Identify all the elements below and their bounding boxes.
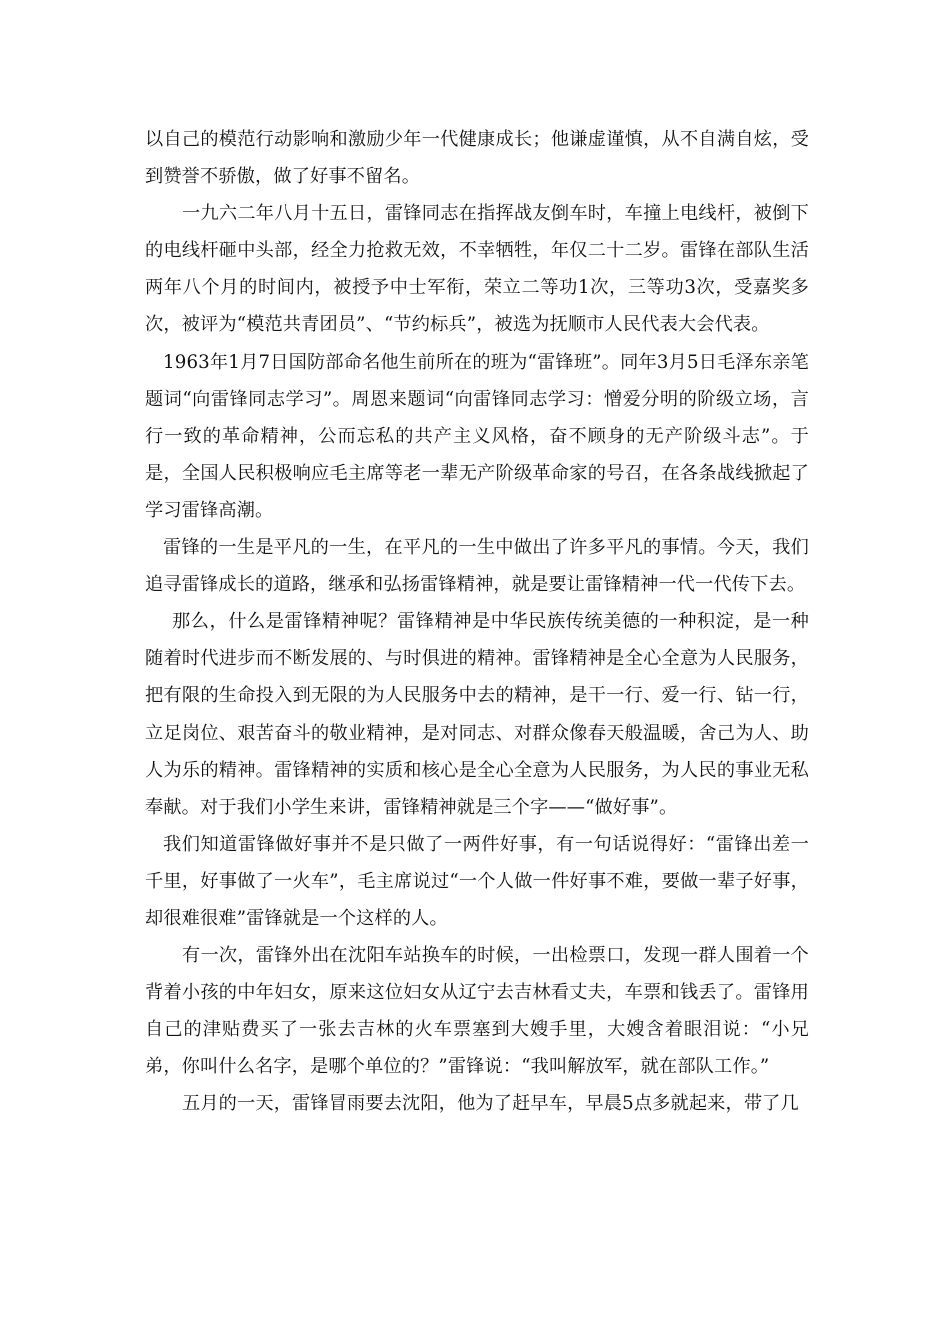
paragraph-good-deeds: 我们知道雷锋做好事并不是只做了一两件好事，有一句话说得好：“雷锋出差一千里，好事做了一火车”，毛主席说过“一个人做一件好事不难，要做一辈子好事，却很难很难”雷锋就是一个这样的人。 [145,833,809,929]
paragraph-spirit-definition: 那么，什么是雷锋精神呢？雷锋精神是中华民族传统美德的一种积淀，是一种随着时代进步而不断发展的、与时俱进的精神。雷锋精神是全心全意为人民服务，把有限的生命投入到无限的为人民服务中去的精神，是干一行、爱一行、钻一行，立足岗位、艰苦奋斗的敬业精神，是对同志、对群众像春天般温暖，舍己为人、助人为乐的精神。雷锋精神的实质和核心是全心全意为人民服务，为人民的事业无私奉献。对于我们小学生来讲，雷锋精神就是三个字——“做好事”。 [145,611,809,818]
article-body [145,121,809,1123]
paragraph-inscriptions: 1963年1月7日国防部命名他生前所在的班为“雷锋班”。同年3月5日毛泽东亲笔题词“向雷锋同志学习”。周恩来题词“向雷锋同志学习：憎爱分明的阶级立场，言行一致的革命精神，公而忘私的共产主义风格，奋不顾身的无产阶级斗志”。于是，全国人民积极响应毛主席等老一辈无产阶级革命家的号召，在各条战线掀起了学习雷锋高潮。 [145,351,809,521]
paragraph-ordinary-life: 雷锋的一生是平凡的一生，在平凡的一生中做出了许多平凡的事情。今天，我们追寻雷锋成长的道路，继承和弘扬雷锋精神，就是要让雷锋精神一代一代传下去。 [145,537,809,596]
paragraph-may-day: 五月的一天，雷锋冒雨要去沈阳，他为了赶早车，早晨5点多就起来，带了几 [182,1093,799,1115]
paragraph-train-station: 有一次，雷锋外出在沈阳车站换车的时候，一出检票口，发现一群人围着一个背着小孩的中年妇女，原来这位妇女从辽宁去吉林看丈夫，车票和钱丢了。雷锋用自己的津贴费买了一张去吉林的火车票塞到大嫂手里，大嫂含着眼泪说：“小兄弟，你叫什么名字，是哪个单位的？”雷锋说：“我叫解放军，就在部队工作。” [145,945,809,1078]
paragraph-sacrifice: 一九六二年八月十五日，雷锋同志在指挥战友倒车时，车撞上电线杆，被倒下的电线杆砸中头部，经全力抢救无效，不幸牺牲，年仅二十二岁。雷锋在部队生活两年八个月的时间内，被授予中士军衔，荣立二等功1次，三等功3次，受嘉奖多次，被评为“模范共青团员”、“节约标兵”，被选为抚顺市人民代表大会代表。 [145,203,809,336]
paragraph-continuation: 以自己的模范行动影响和激励少年一代健康成长；他谦虚谨慎，从不自满自炫，受到赞誉不骄傲，做了好事不留名。 [145,129,809,188]
